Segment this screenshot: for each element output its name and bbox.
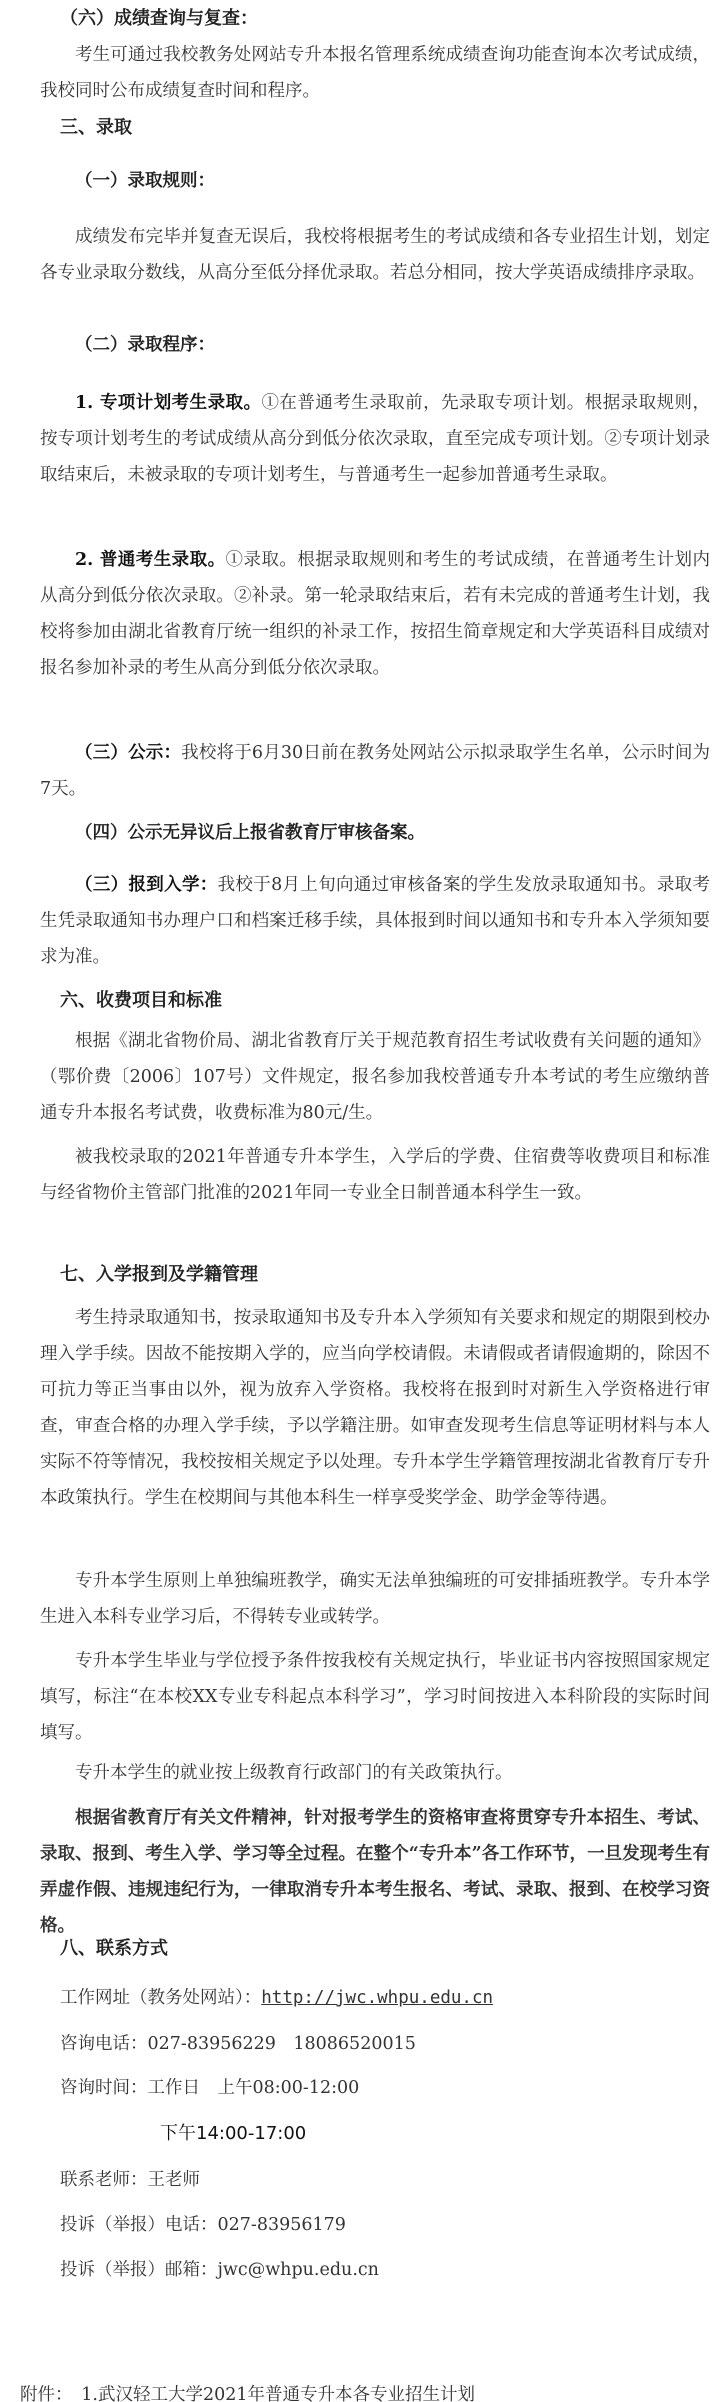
enrollment-text: 我校于8月上旬向通过审核备案的学生发放录取通知书。录取考生凭录取通知书办理户口和档案迁移手续，具体报到时间以通知书和专升本入学须知要求为准。 (40, 875, 711, 967)
enrollment-paragraph (40, 867, 710, 975)
admission-section-heading: 三、录取 (60, 117, 132, 138)
attachment-line: 附件： 1.武汉轻工大学2021年普通专升本各专业招生计划 (20, 2385, 475, 2402)
contact-teacher-line: 联系老师：王老师 (60, 2170, 200, 2190)
general-admission-text: ①录取。根据录取规则和考生的考试成绩，在普通考生计划内从高分到低分依次录取。②补录。第一轮录取结束后，若有未完成的普通考生计划，我校将参加由湖北省教育厅统一组织的补录工作，按招生简章规定和大学英语科目成绩对报名参加补录的考生从高分到低分依次录取。 (40, 550, 710, 678)
hours-line-morning: 咨询时间：工作日 上午08:00-12:00 (60, 2078, 360, 2098)
admission-rules-paragraph: 成绩发布完毕并复查无误后，我校将根据考生的考试成绩和各专业招生计划，划定各专业录取分数线，从高分至低分择优录取。若总分相同，按大学英语成绩排序录取。 (40, 227, 710, 283)
complaint-email-line: 投诉（举报）邮箱：jwc@whpu.edu.cn (60, 2260, 379, 2280)
report-filing-heading: （四）公示无异议后上报省教育厅审核备案。 (75, 823, 425, 843)
hours-line-afternoon: 下午14:00-17:00 (160, 2123, 307, 2144)
admission-rules-heading: （一）录取规则： (75, 171, 215, 191)
employment-paragraph: 专升本学生的就业按上级教育行政部门的有关政策执行。 (75, 1763, 513, 1783)
complaint-phone-line: 投诉（举报）电话：027-83956179 (60, 2215, 346, 2235)
general-admission-paragraph (40, 542, 710, 686)
fee-standard-paragraph: 被我校录取的2021年普通专升本学生，入学后的学费、住宿费等收费项目和标准与经省物价主管部门批准的2021年同一专业全日制普通本科学生一致。 (40, 1147, 710, 1203)
score-query-heading: （六）成绩查询与复查： (60, 8, 258, 29)
enrollment-lead: （三）报到入学： (75, 875, 218, 895)
contact-section-heading: 八、联系方式 (60, 1938, 168, 1959)
website-line (40, 1983, 727, 2013)
registration-paragraph: 考生持录取通知书，按录取通知书及专升本入学须知有关要求和规定的期限到校办理入学手续。因故不能按期入学的，应当向学校请假。未请假或者请假逾期的，除因不可抗力等正当事由以外，视为放弃入学资格。我校将在报到时对新生入学资格进行审查，审查合格的办理入学手续，予以学籍注册。如审查发现考生信息等证明材料与本人实际不符等情况，我校按相关规定予以处理。专升本学生学籍管理按湖北省教育厅专升本政策执行。学生在校期间与其他本科生一样享受奖学金、助学金等待遇。 (40, 1308, 710, 1508)
special-plan-text: ①在普通考生录取前，先录取专项计划。根据录取规则，按专项计划考生的考试成绩从高分到低分依次录取，直至完成专项计划。②专项计划录取结束后，未被录取的专项计划考生，与普通考生一起参加普通考生录取。 (40, 393, 710, 485)
website-label: 工作网址（教务处网站）： (60, 1988, 262, 2008)
general-admission-lead: 2. 普通考生录取。 (75, 550, 226, 570)
publicity-text: 我校将于6月30日前在教务处网站公示拟录取学生名单，公示时间为7天。 (40, 743, 711, 799)
publicity-lead: （三）公示： (75, 743, 182, 763)
score-query-paragraph: 考生可通过我校教务处网站专升本报名管理系统成绩查询功能查询本次考试成绩，我校同时公布成绩复查时间和程序。 (40, 45, 710, 101)
fee-policy-paragraph: 根据《湖北省物价局、湖北省教育厅关于规范教育招生考试收费有关问题的通知》（鄂价费〔2006〕107号）文件规定，报名参加我校普通专升本考试的考生应缴纳普通专升本报名考试费，收费标准为80元/生。 (40, 1031, 710, 1123)
website-link[interactable]: http://jwc.whpu.edu.cn (261, 1988, 494, 2008)
publicity-paragraph (40, 735, 710, 807)
diploma-paragraph: 专升本学生毕业与学位授予条件按我校有关规定执行，毕业证书内容按照国家规定填写，标注“在本校XX专业专科起点本科学习”，学习时间按进入本科阶段的实际时间填写。 (40, 1651, 710, 1743)
special-plan-lead: 1. 专项计划考生录取。 (75, 393, 262, 413)
admission-procedure-heading: （二）录取程序： (75, 335, 215, 355)
phone-line: 咨询电话：027-83956229 18086520015 (60, 2034, 416, 2054)
discipline-paragraph: 根据省教育厅有关文件精神，针对报考学生的资格审查将贯穿专升本招生、考试、录取、报到、考生入学、学习等全过程。在整个“专升本”各工作环节，一旦发现考生有弄虚作假、违规违纪行为，一律取消专升本考生报名、考试、录取、报到、在校学习资格。 (40, 1808, 710, 1936)
fees-section-heading: 六、收费项目和标准 (60, 990, 222, 1011)
special-plan-paragraph (40, 385, 710, 493)
registration-section-heading: 七、入学报到及学籍管理 (60, 1264, 258, 1285)
class-arrangement-paragraph: 专升本学生原则上单独编班教学，确实无法单独编班的可安排插班教学。专升本学生进入本科专业学习后，不得转专业或转学。 (40, 1571, 710, 1627)
